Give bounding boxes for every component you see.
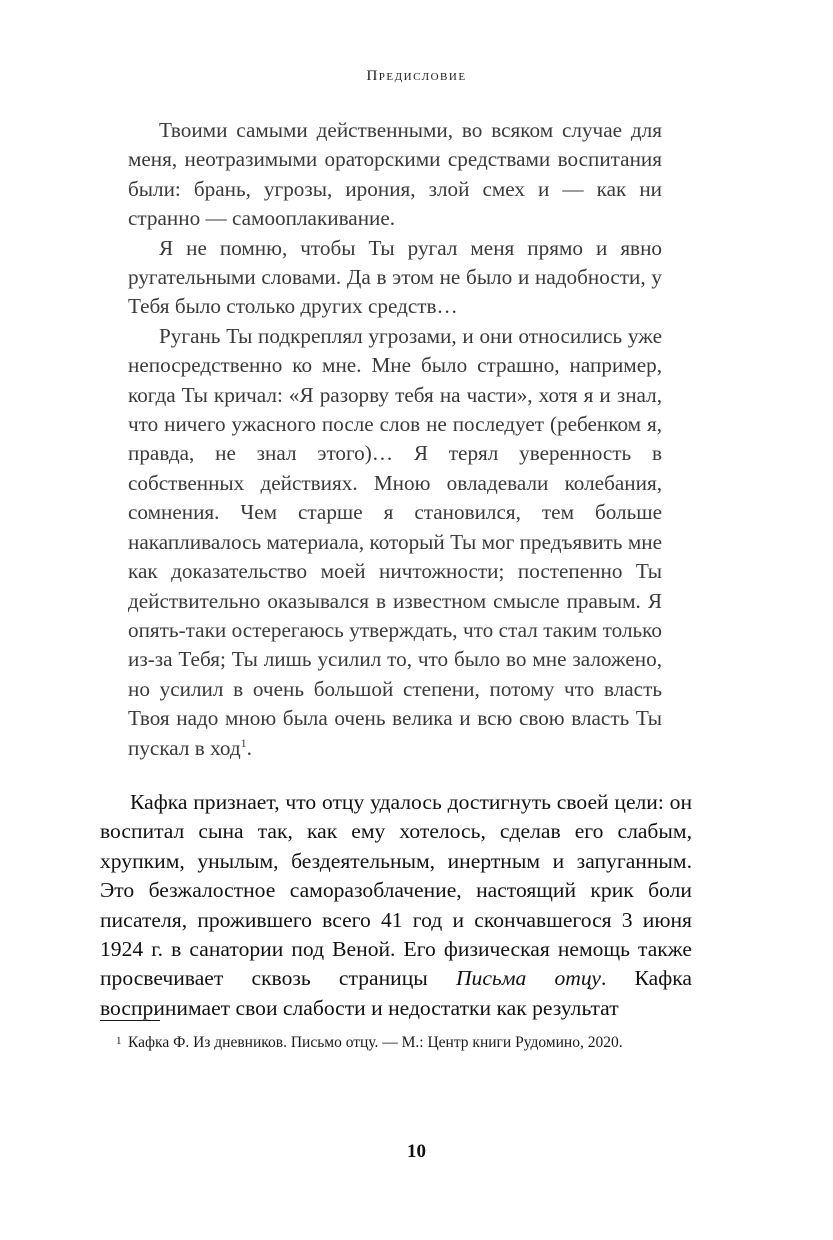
running-head: Предисловие (366, 68, 467, 84)
page-number: 10 (407, 1141, 426, 1162)
quote-paragraph (128, 322, 662, 763)
footnote-divider (100, 1020, 160, 1021)
footnote-reference[interactable]: 1 (240, 735, 247, 750)
body-text-part: Кафка признает, что отцу удалось достигнуть своей цели: он воспитал сына так, как ему хотелось, сделав его слабым, хрупким, унылым, бездеятельным, инертным и запуганным. Это безжалостное саморазоблачение, настоящий крик боли писателя, прожившего всего 41 год и скончавшегося 3 июня 1924 г. в санатории под Веной. Его физическая немощь также просвечивает сквозь страницы (100, 790, 692, 991)
book-title-italic: Письма отцу (455, 966, 601, 991)
body-paragraph (100, 788, 692, 1023)
footnote-text: Кафка Ф. Из дневников. Письмо отцу. — М.: Центр книги Рудомино, 2020. (128, 1034, 623, 1051)
quote-paragraph-text: Ругань Ты подкреплял угрозами, и они относились уже непосредственно ко мне. Мне было страшно, например, когда Ты кричал: «Я разорву тебя на части», хотя я и знал, что ничего ужасного после слов не последует (ребенком я, правда, не знал этого)… Я терял уверенность в собственных действиях. Мною овладевали колебания, сомнения. Чем старше я становился, тем больше накапливалось материала, который Ты мог предъявить мне как доказательство моей ничтожности; постепенно Ты действительно оказывался в известном смысле правым. Я опять-таки остерегаюсь утверждать, что стал таким только из-за Тебя; Ты лишь усилил то, что было во мне заложено, но усилил в очень большой степени, потому что власть Твоя надо мною была очень велика и всю свою власть Ты пускал в ход (128, 323, 662, 760)
quote-block (128, 116, 662, 763)
footnote (116, 1033, 694, 1053)
quote-paragraph: Твоими самыми действенными, во всяком случае для меня, неотразимыми ораторскими средствами воспитания были: брань, угрозы, ирония, злой смех и — как ни странно — самооплакивание. (128, 118, 662, 231)
body-text (100, 788, 692, 1023)
footnote-mark: 1 (116, 1035, 122, 1047)
quote-end-period: . (246, 735, 252, 760)
body-text-part: . Кафка воспринимает свои слабости и недостатки как результат (100, 966, 692, 1020)
quote-paragraph: Я не помню, чтобы Ты ругал меня прямо и явно ругательными словами. Да в этом не было и надобности, у Тебя было столько других средств… (128, 235, 662, 319)
